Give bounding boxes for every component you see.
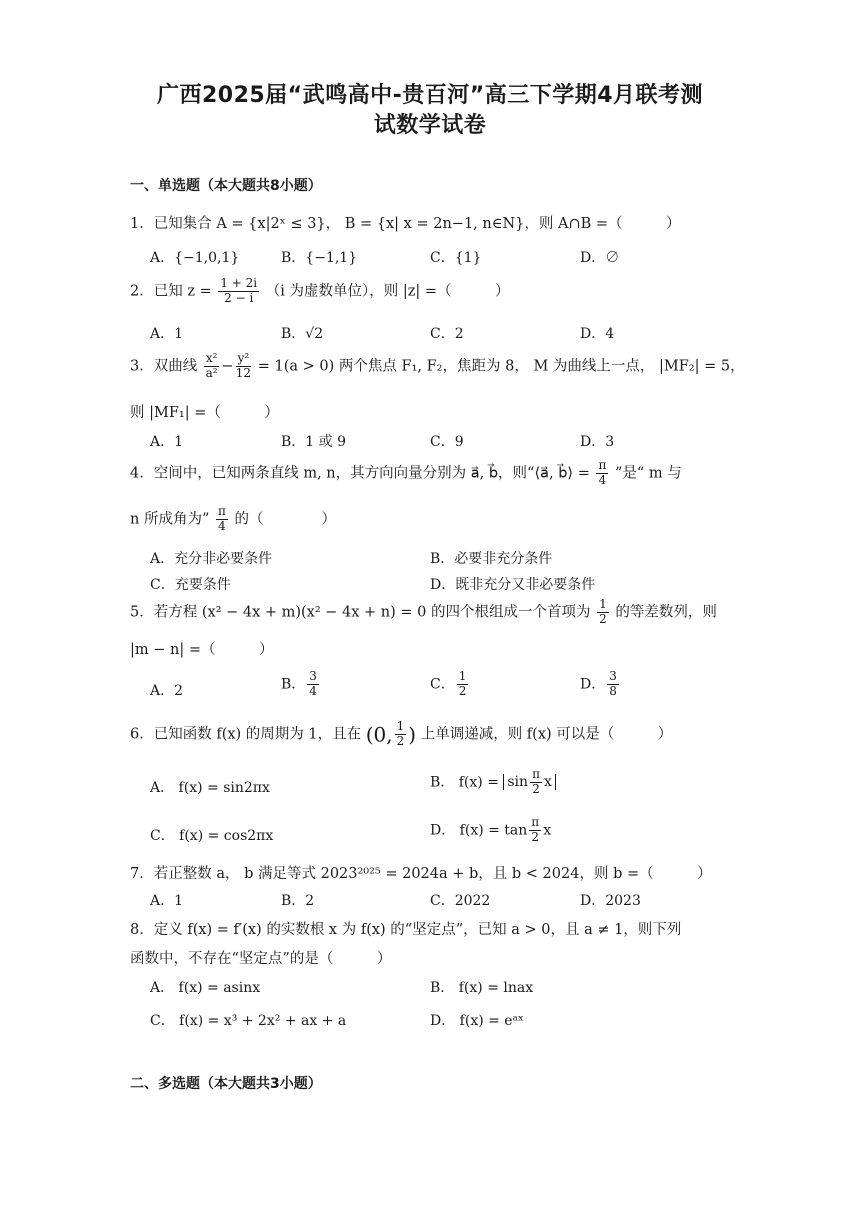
q3-option-b: B．1 或 9 [281, 434, 347, 450]
exam-title-line2: 试数学试卷 [373, 113, 487, 138]
q6-fraction [395, 720, 407, 749]
q6-option-d-fraction [529, 816, 541, 845]
q3-option-a: A．1 [150, 434, 184, 450]
q4-option-c: C．充要条件 [150, 577, 231, 593]
q1-option-c: C．{1} [430, 250, 482, 266]
q6-option-c: C． f(x) = cos2πx [150, 828, 274, 844]
q7-option-b: B．2 [281, 893, 315, 909]
q3-fraction-2 [236, 352, 252, 381]
question-5-stem [130, 598, 717, 627]
q5-option-b-num: 3 [309, 669, 317, 683]
q5-den: 2 [599, 611, 607, 626]
q6-option-b-sin: sin [507, 774, 529, 791]
q2-option-a: A．1 [150, 326, 184, 342]
q3-option-d: D．3 [580, 434, 615, 450]
q4-num-2: π [217, 504, 226, 518]
exam-title-line1: 广西2025届“武鸣高中-贵百河”高三下学期4月联考测 [156, 83, 704, 108]
q2-option-c: C．2 [430, 326, 464, 342]
q5-option-b-den: 4 [309, 683, 317, 698]
q7-option-c: C．2022 [430, 893, 491, 909]
question-5-line2: |m − n| =（ ） [130, 642, 274, 658]
q5-option-d [580, 670, 621, 699]
q6-num: 1 [396, 719, 405, 733]
q4-prefix: 4．空间中，已知两条直线 m, n，其方向向量分别为 a⃗, b⃗，则“⟨a⃗, b⃗⟩ = [130, 465, 590, 482]
q8-option-c: C． f(x) = x³ + 2x² + ax + a [150, 1013, 347, 1029]
q1-option-d: D．∅ [580, 250, 620, 266]
section-multiple-choice: 二、多选题（本大题共3小题） [130, 1076, 322, 1092]
q5-prefix: 5．若方程 (x² − 4x + m)(x² − 4x + n) = 0 的四个根组成一个首项为 [130, 604, 591, 621]
q5-option-c-num: 1 [458, 669, 467, 683]
q5-fraction [597, 598, 609, 627]
q6-option-a: A． f(x) = sin2πx [150, 780, 270, 796]
q6-option-d-den: 2 [531, 829, 540, 844]
q4-den-2: 4 [218, 518, 226, 533]
q5-option-b [281, 670, 321, 699]
q6-option-b-fraction [530, 768, 542, 797]
question-2-stem [130, 277, 510, 306]
q6-option-d-var: x [543, 822, 552, 839]
q4-option-d: D．既非充分又非必要条件 [430, 577, 596, 593]
q6-option-b-prefix: B． f(x) = [430, 774, 499, 791]
q6-interval-close: ) [408, 722, 417, 747]
q3-fraction-1 [204, 352, 220, 381]
q5-option-c-fraction [457, 670, 469, 699]
q8-option-b: B． f(x) = lnax [430, 980, 534, 996]
q5-option-b-label: B． [281, 676, 306, 693]
q3-option-c: C．9 [430, 434, 464, 450]
q4-num-1: π [598, 458, 607, 472]
q2-option-b: B．√2 [281, 326, 324, 342]
q4-option-a: A．充分非必要条件 [150, 551, 273, 567]
q6-option-b-num: π [532, 767, 540, 781]
q3-num-1: x² [205, 351, 218, 365]
q5-option-c-label: C． [430, 676, 455, 693]
q5-option-c [430, 670, 470, 699]
q2-numerator: 1 + 2i [220, 276, 258, 290]
question-6-stem [130, 720, 672, 749]
question-1-stem: 1．已知集合 A = {x|2ˣ ≤ 3}， B = {x| x = 2n−1, n∈N}，则 A∩B =（ ） [130, 216, 681, 232]
q2-option-d: D．4 [580, 326, 615, 342]
q4-line2-suffix: 的（ ） [234, 511, 336, 528]
q5-option-d-den: 8 [609, 683, 617, 698]
question-8-stem: 8．定义 f(x) = f′(x) 的实数根 x 为 f(x) 的“坚定点”，已知 a > 0，且 a ≠ 1，则下列 [130, 922, 682, 938]
q6-prefix: 6．已知函数 f(x) 的周期为 1，且在 [130, 726, 362, 743]
q6-interval-open: (0, [365, 722, 393, 747]
q1-option-b: B．{−1,1} [281, 250, 358, 266]
q1-option-a: A．{−1,0,1} [150, 250, 240, 266]
q3-den-1: a² [205, 365, 218, 380]
q8-option-d: D． f(x) = eᵃˣ [430, 1013, 524, 1029]
q2-denominator: 2 − i [224, 290, 254, 305]
q3-den-2: 12 [235, 365, 252, 380]
q2-prefix: 2．已知 z = [130, 283, 212, 300]
question-3-line2: 则 |MF₁| =（ ） [130, 405, 279, 421]
q7-option-d: D．2023 [580, 893, 641, 909]
q4-line2-prefix: n 所成角为” [130, 511, 210, 528]
q6-option-b-den: 2 [532, 781, 540, 796]
q3-num-2: y² [237, 351, 250, 365]
q7-option-a: A．1 [150, 893, 184, 909]
q6-option-b [430, 768, 556, 797]
q5-option-b-fraction [307, 670, 319, 699]
q4-fraction-1 [596, 459, 608, 488]
q5-option-d-num: 3 [609, 669, 617, 683]
q3-suffix: = 1(a > 0) 两个焦点 F₁, F₂，焦距为 8， M 为曲线上一点， |MF₂| = 5， [257, 358, 745, 375]
q4-suffix: ”是“ m 与 [614, 465, 682, 482]
q3-prefix: 3．双曲线 [130, 358, 198, 375]
q5-num: 1 [599, 597, 607, 611]
q5-option-c-den: 2 [458, 683, 467, 698]
question-4-stem [130, 459, 682, 488]
q4-den-1: 4 [598, 472, 607, 487]
question-8-line2: 函数中，不存在“坚定点”的是（ ） [130, 951, 392, 967]
q6-option-d [430, 816, 551, 845]
q6-suffix: 上单调递减，则 f(x) 可以是（ ） [420, 726, 673, 743]
q5-option-d-fraction [607, 670, 619, 699]
q8-option-a: A． f(x) = asinx [150, 980, 261, 996]
q3-minus: − [221, 358, 234, 375]
question-4-line2 [130, 505, 336, 534]
q2-fraction [218, 277, 259, 306]
question-3-stem [130, 352, 745, 381]
q5-suffix: 的等差数列，则 [615, 604, 717, 621]
q6-option-b-var: x [543, 774, 552, 791]
q4-option-b: B．必要非充分条件 [430, 551, 553, 567]
q6-option-d-prefix: D． f(x) = tan [430, 822, 528, 839]
q6-option-d-num: π [531, 815, 540, 829]
q2-suffix: （i 为虚数单位），则 |z| =（ ） [265, 283, 510, 300]
q5-option-d-label: D． [580, 676, 606, 693]
q6-option-b-abs [503, 767, 555, 796]
question-7-stem: 7．若正整数 a， b 满足等式 2023²⁰²⁵ = 2024a + b，且 b < 2024，则 b =（ ） [130, 866, 712, 882]
q6-den: 2 [396, 733, 405, 748]
section-single-choice: 一、单选题（本大题共8小题） [130, 178, 322, 194]
q5-option-a: A．2 [150, 683, 184, 699]
q4-fraction-2 [216, 505, 228, 534]
